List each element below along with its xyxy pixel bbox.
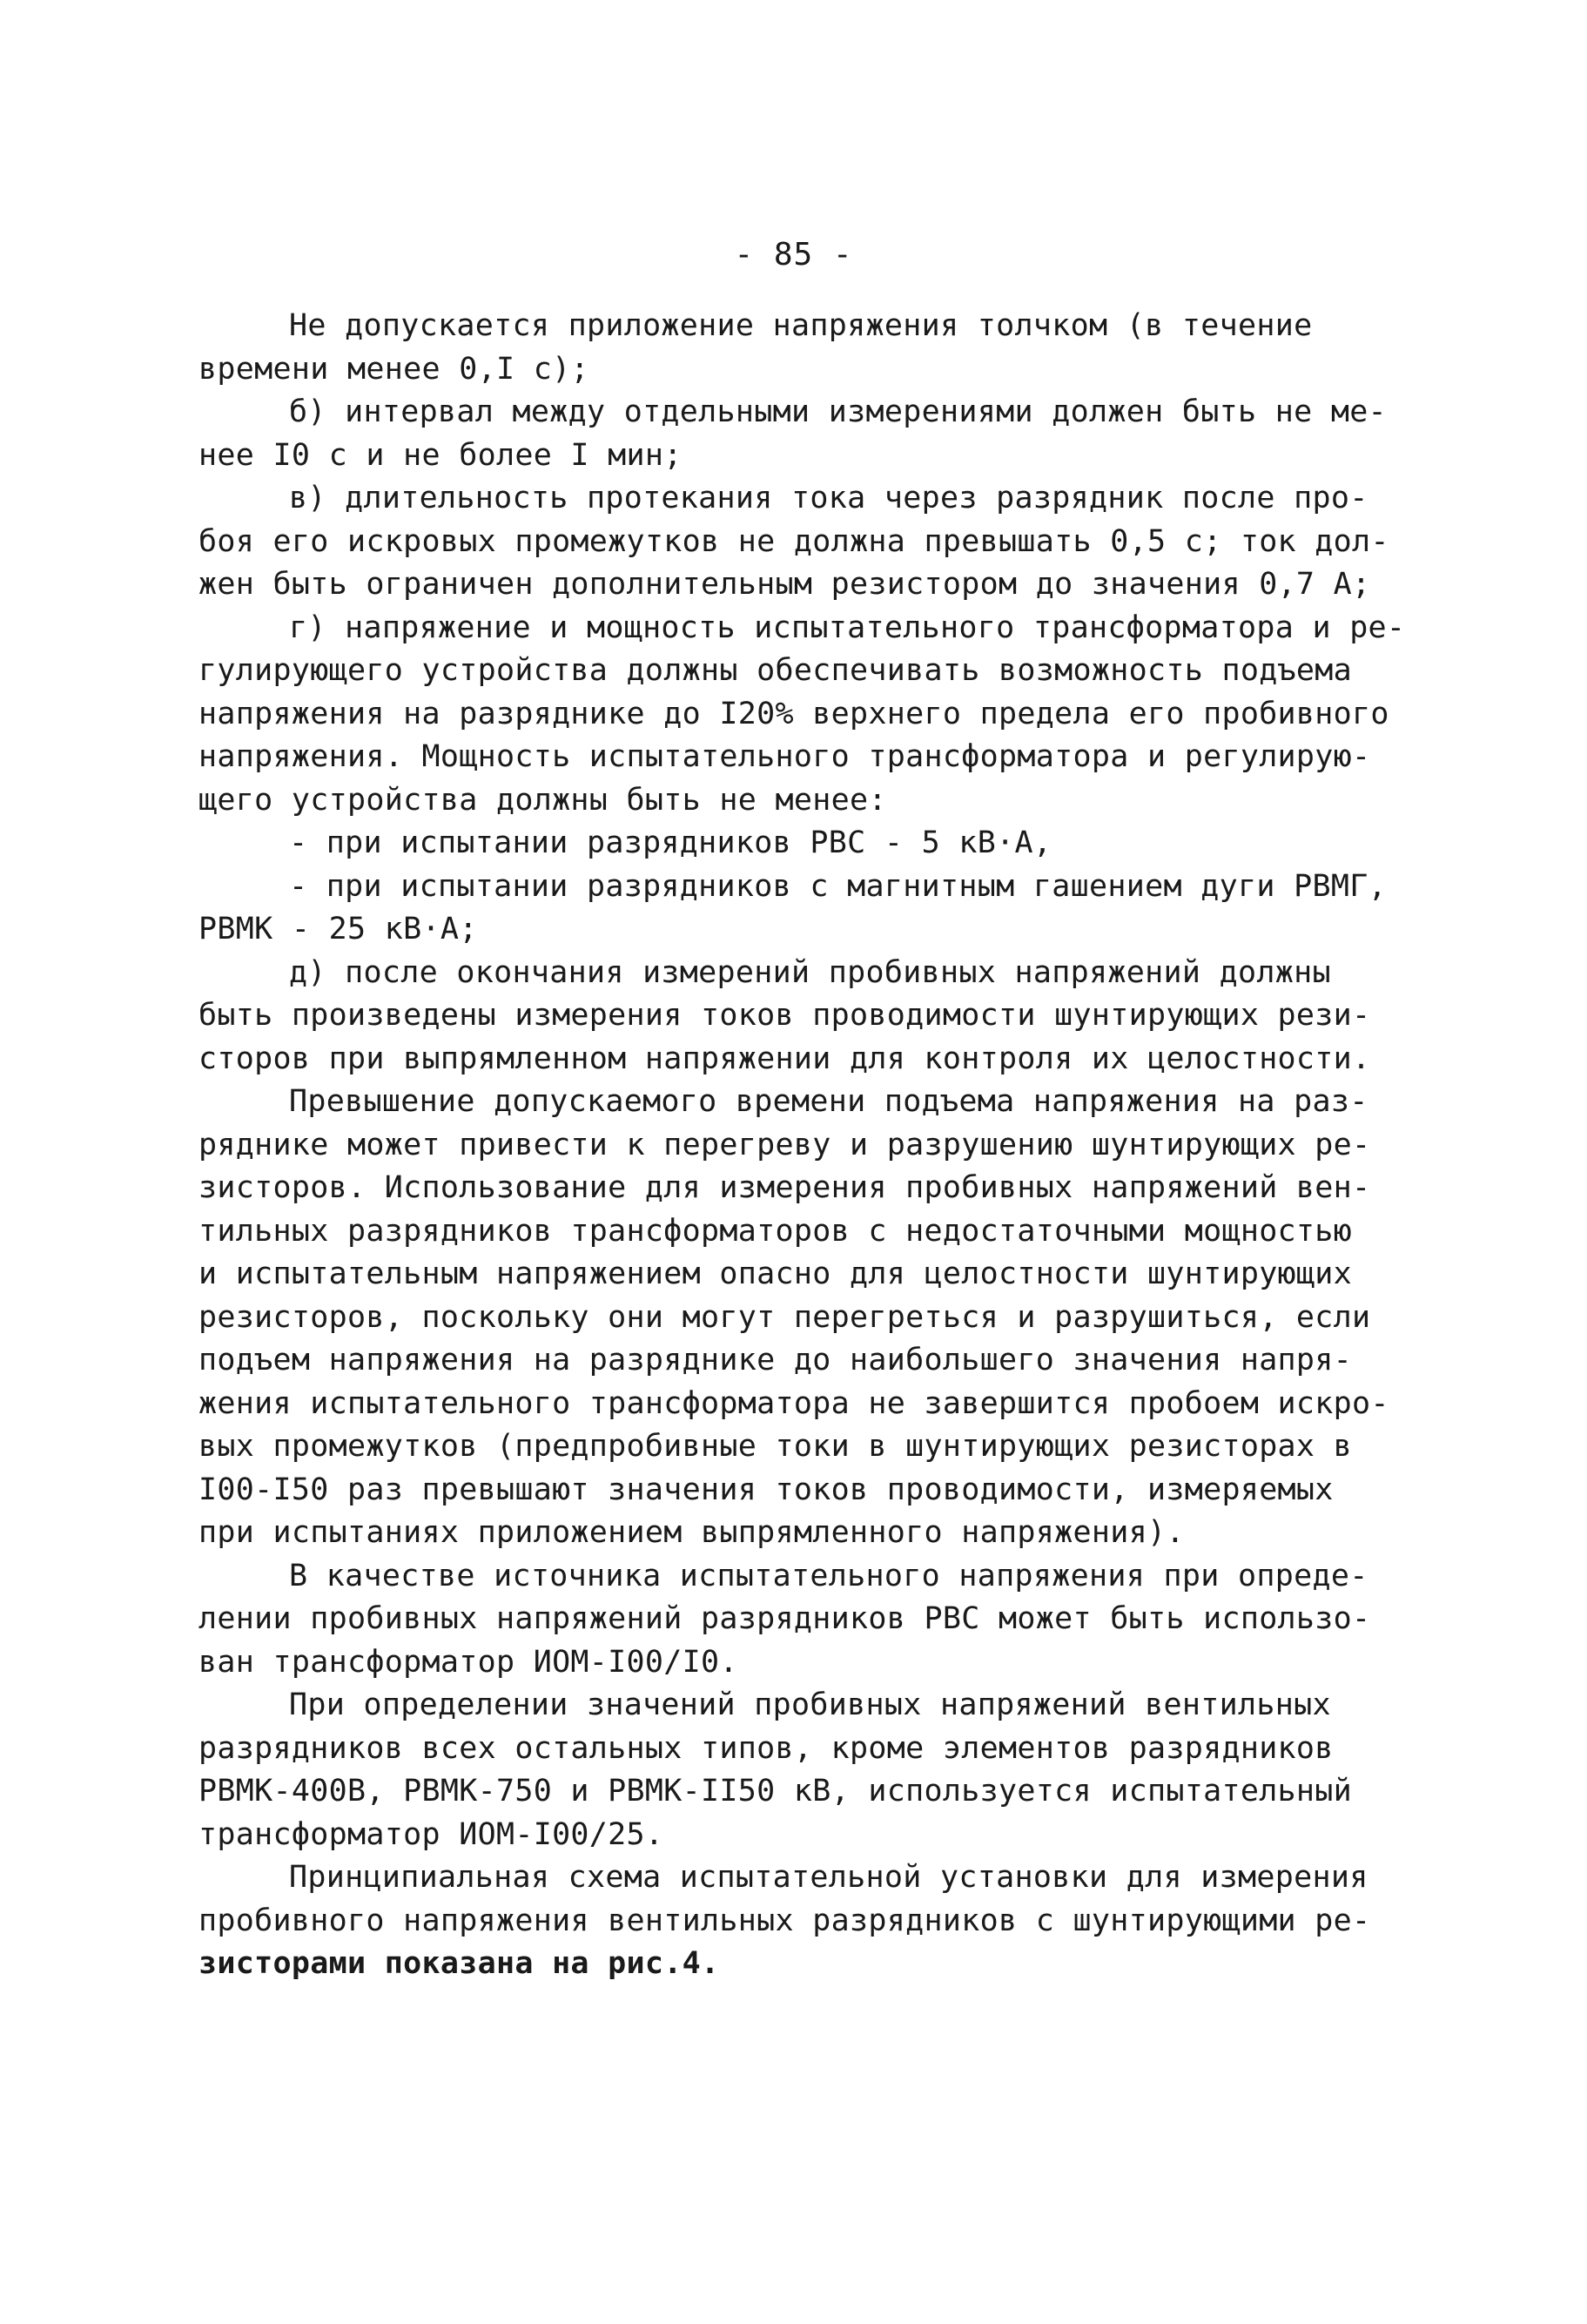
body-text: [198, 305, 1406, 1986]
text-line: щего устройства должны быть не менее:: [198, 782, 887, 818]
text-line: зисторами показана на рис.4.: [198, 1946, 720, 1981]
text-line: тильных разрядников трансформаторов с недостаточными мощностью: [198, 1213, 1353, 1249]
text-line: Не допускается приложение напряжения толчком (в течение: [289, 308, 1313, 343]
text-line: зисторов. Использование для измерения пробивных напряжений вен-: [198, 1170, 1371, 1205]
text-line: резисторов, поскольку они могут перегреться и разрушиться, если: [198, 1299, 1371, 1335]
text-line: подъем напряжения на разряднике до наибольшего значения напря-: [198, 1343, 1353, 1378]
text-line: гулирующего устройства должны обеспечивать возможность подъема: [198, 653, 1353, 688]
text-line: б) интервал между отдельными измерениями должен быть не ме-: [289, 394, 1387, 429]
text-line: жен быть ограничен дополнительным резистором до значения 0,7 А;: [198, 567, 1371, 602]
text-line: быть произведены измерения токов проводимости шунтирующих рези-: [198, 998, 1371, 1033]
text-line: разрядников всех остальных типов, кроме элементов разрядников: [198, 1730, 1334, 1766]
page-number: - 85 -: [734, 237, 853, 273]
text-line: - при испытании разрядников РВС - 5 кВ·А,: [289, 825, 1052, 860]
text-line: д) после окончания измерений пробивных напряжений должны: [289, 954, 1331, 990]
text-line: РВМК-400В, РВМК-750 и РВМК-II50 кВ, используется испытательный: [198, 1774, 1353, 1809]
text-line: боя его искровых промежутков не должна превышать 0,5 с; ток дол-: [198, 523, 1389, 559]
text-line: при испытаниях приложением выпрямленного напряжения).: [198, 1515, 1185, 1550]
text-line: пробивного напряжения вентильных разрядников с шунтирующими ре-: [198, 1903, 1371, 1938]
text-line: вых промежутков (предпробивные токи в шунтирующих резисторах в: [198, 1429, 1353, 1464]
text-line: напряжения. Мощность испытательного трансформатора и регулирую-: [198, 739, 1371, 774]
text-line: и испытательным напряжением опасно для целостности шунтирующих: [198, 1256, 1353, 1291]
text-line: ван трансформатор ИОМ-I00/I0.: [198, 1644, 738, 1680]
text-line: Превышение допускаемого времени подъема напряжения на раз-: [289, 1084, 1368, 1119]
text-line: нее I0 с и не более I мин;: [198, 437, 683, 473]
text-line: лении пробивных напряжений разрядников РВС может быть использо-: [198, 1601, 1371, 1636]
text-line: напряжения на разряднике до I20% верхнего предела его пробивного: [198, 696, 1389, 731]
text-line: - при испытании разрядников с магнитным гашением дуги РВМГ,: [289, 868, 1387, 904]
text-line: ряднике может привести к перегреву и разрушению шунтирующих ре-: [198, 1127, 1371, 1162]
text-line: В качестве источника испытательного напряжения при опреде-: [289, 1558, 1368, 1593]
text-line: РВМК - 25 кВ·А;: [198, 912, 478, 946]
text-line: Принципиальная схема испытательной установки для измерения: [289, 1860, 1368, 1895]
text-line: трансформатор ИОМ-I00/25.: [198, 1816, 664, 1852]
text-line: жения испытательного трансформатора не завершится пробоем искро-: [198, 1385, 1389, 1421]
text-line: г) напряжение и мощность испытательного трансформатора и ре-: [289, 610, 1406, 645]
text-line: в) длительность протекания тока через разрядник после про-: [289, 481, 1368, 515]
text-line: I00-I50 раз превышают значения токов проводимости, измеряемых: [198, 1472, 1334, 1507]
text-line: сторов при выпрямленном напряжении для контроля их целостности.: [198, 1041, 1371, 1076]
text-line: При определении значений пробивных напряжений вентильных: [289, 1687, 1331, 1722]
text-line: времени менее 0,I с);: [198, 351, 589, 387]
